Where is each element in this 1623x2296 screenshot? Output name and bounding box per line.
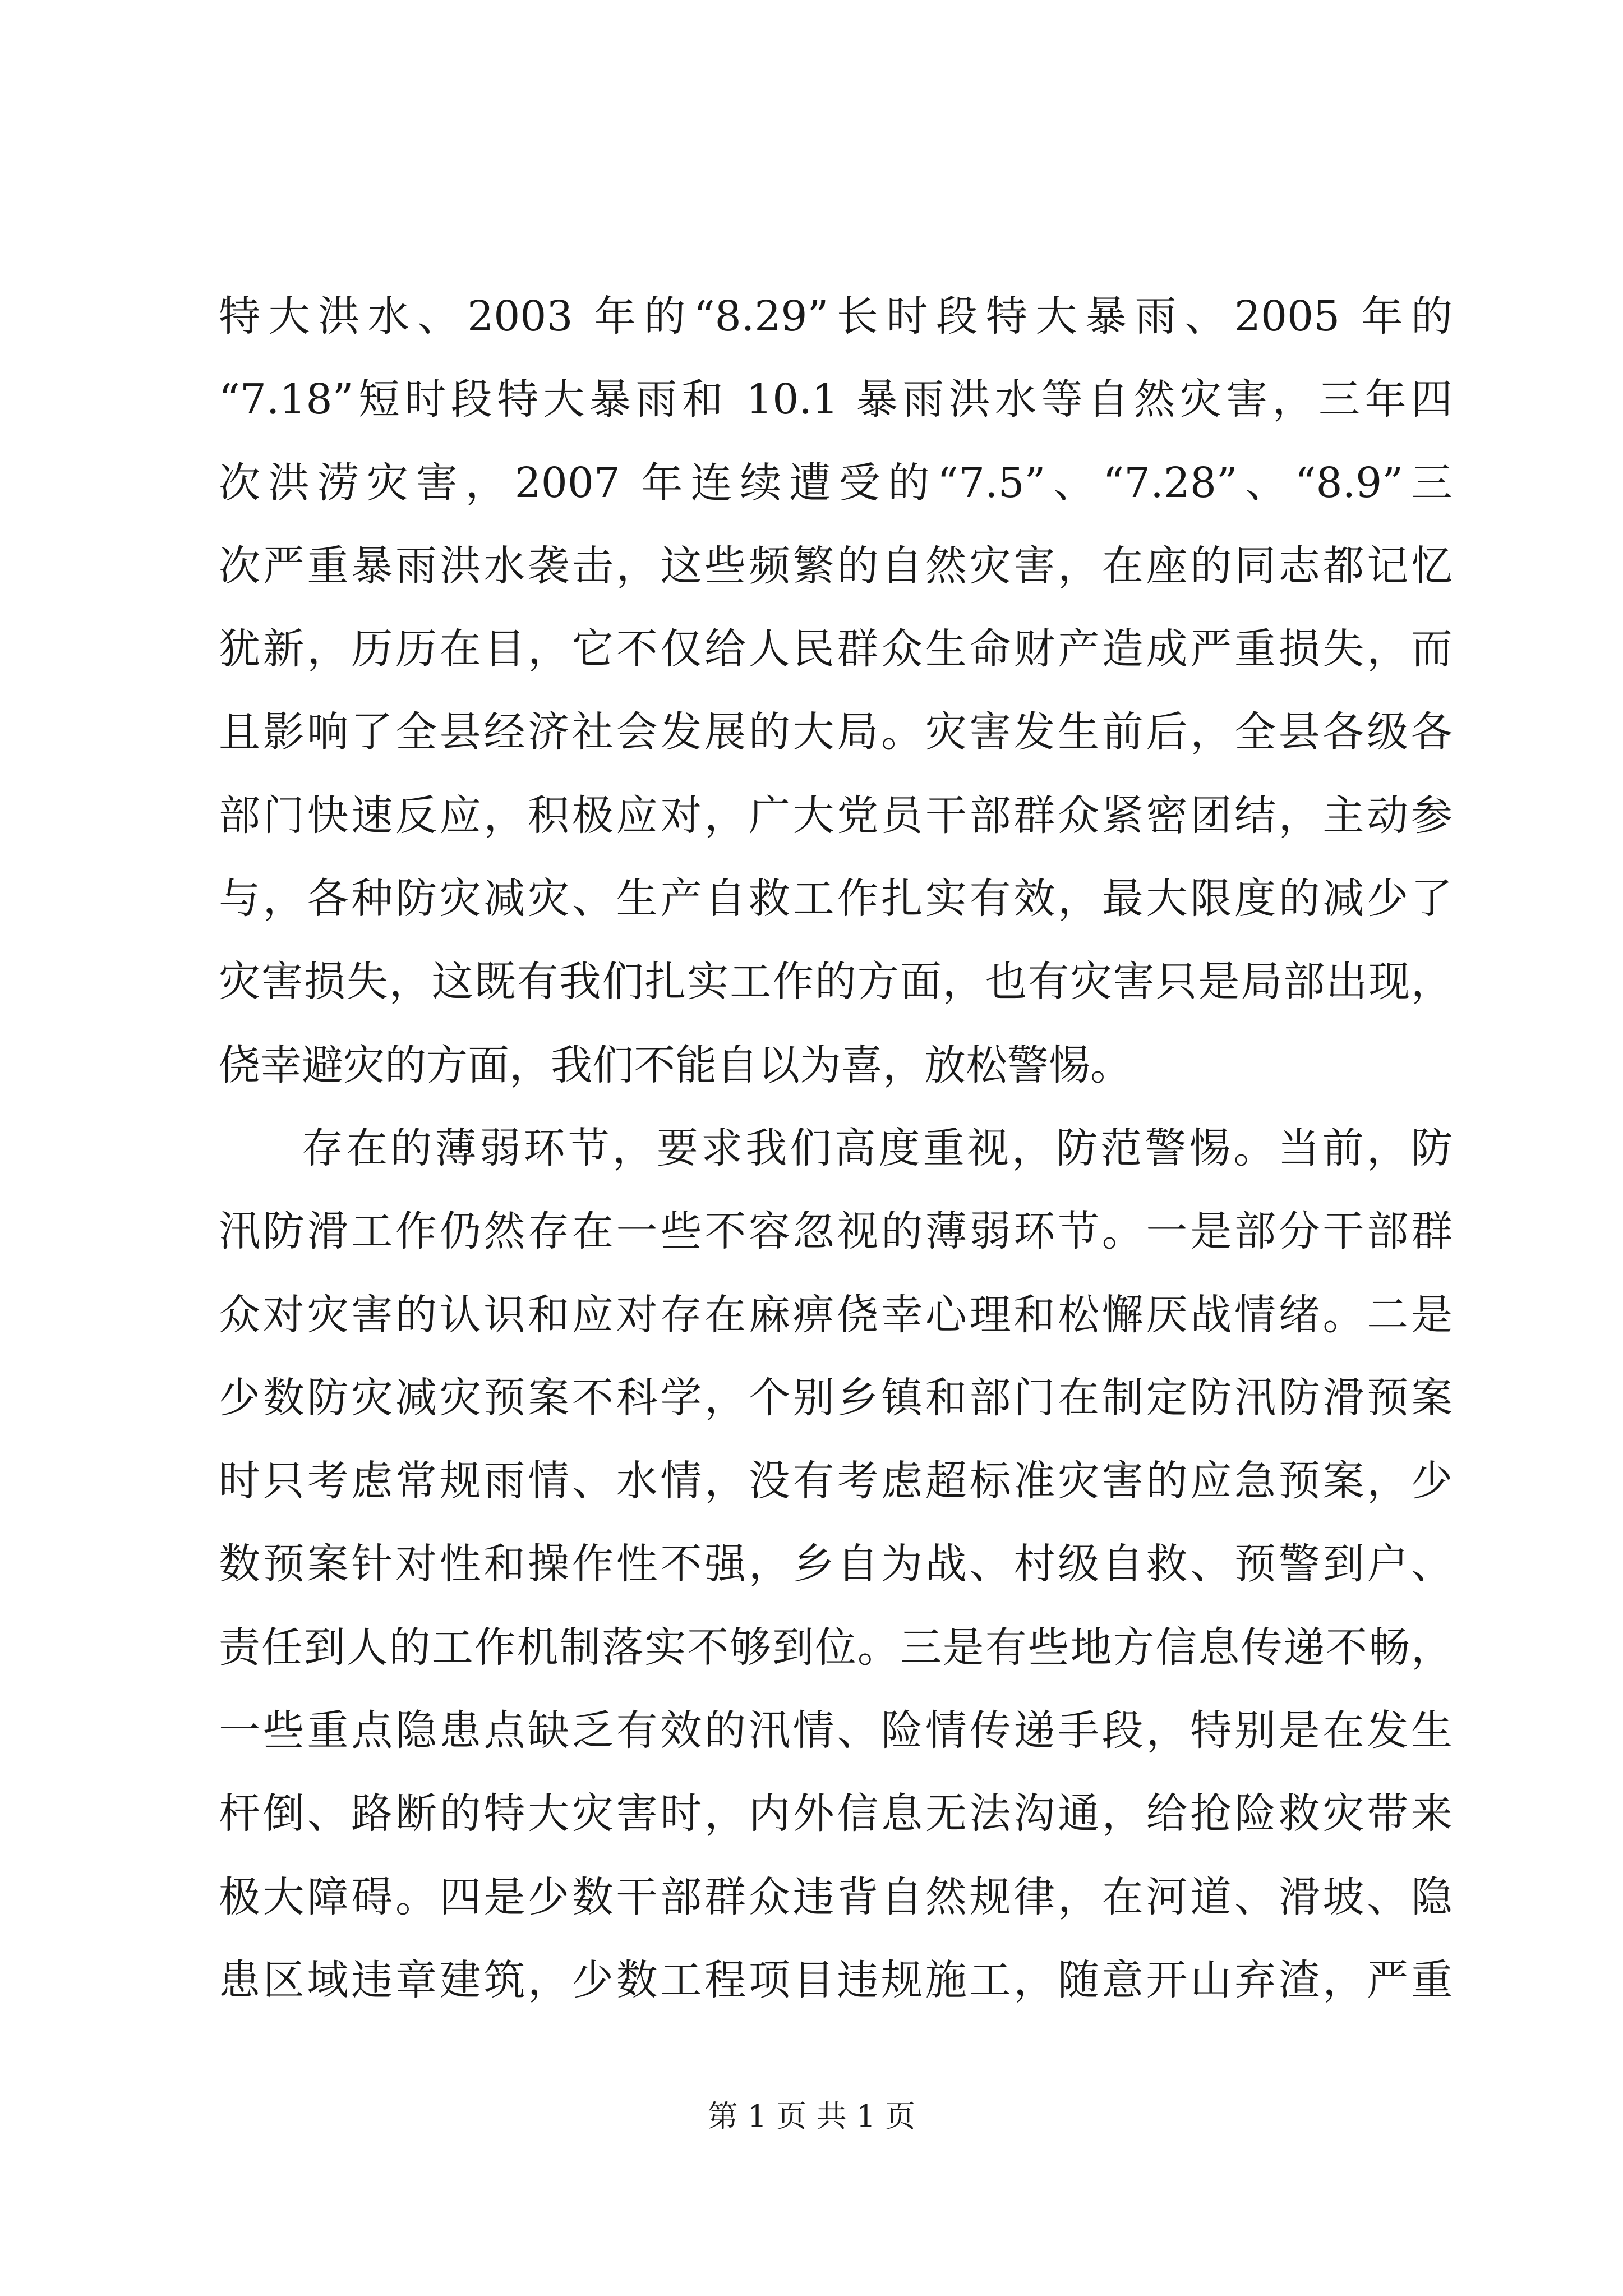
text-line: 众对灾害的认识和应对存在麻痹侥幸心理和松懈厌战情绪。二是	[219, 1290, 1453, 1339]
text-line: 次洪涝灾害，2007 年连续遭受的“7.5”、“7.28”、“8.9”三	[219, 458, 1453, 507]
text-line: 汛防滑工作仍然存在一些不容忽视的薄弱环节。一是部分干部群	[219, 1207, 1453, 1256]
text-line: “7.18”短时段特大暴雨和 10.1 暴雨洪水等自然灾害，三年四	[219, 375, 1453, 424]
text-line: 极大障碍。四是少数干部群众违背自然规律，在河道、滑坡、隐	[219, 1872, 1453, 1921]
page-footer	[0, 2092, 1623, 2136]
text-line: 与，各种防灾减灾、生产自救工作扎实有效，最大限度的减少了	[219, 875, 1453, 923]
text-line: 数预案针对性和操作性不强，乡自为战、村级自救、预警到户、	[219, 1540, 1453, 1589]
text-line: 特大洪水、2003 年的“8.29”长时段特大暴雨、2005 年的	[219, 292, 1453, 341]
text-line: 部门快速反应，积极应对，广大党员干部群众紧密团结，主动参	[219, 791, 1453, 840]
text-line: 一些重点隐患点缺乏有效的汛情、险情传递手段，特别是在发生	[219, 1706, 1453, 1755]
text-line: 且影响了全县经济社会发展的大局。灾害发生前后，全县各级各	[219, 708, 1453, 757]
text-line: 杆倒、路断的特大灾害时，内外信息无法沟通，给抢险救灾带来	[219, 1789, 1453, 1838]
text-line: 少数防灾减灾预案不科学，个别乡镇和部门在制定防汛防滑预案	[219, 1373, 1453, 1422]
text-line: 患区域违章建筑，少数工程项目违规施工，随意开山弃渣，严重	[219, 1955, 1453, 2004]
text-line: 侥幸避灾的方面，我们不能自以为喜，放松警惕。	[219, 1041, 1132, 1089]
page-number-label: 第 1 页 共 1 页	[707, 2099, 916, 2134]
text-line: 存在的薄弱环节，要求我们高度重视，防范警惕。当前，防	[302, 1124, 1453, 1172]
text-line: 犹新，历历在目，它不仅给人民群众生命财产造成严重损失，而	[219, 625, 1453, 674]
text-line: 责任到人的工作机制落实不够到位。三是有些地方信息传递不畅，	[219, 1623, 1453, 1672]
body-text	[219, 275, 1453, 2022]
text-line: 时只考虑常规雨情、水情，没有考虑超标准灾害的应急预案，少	[219, 1457, 1453, 1506]
text-line: 次严重暴雨洪水袭击，这些频繁的自然灾害，在座的同志都记忆	[219, 541, 1453, 590]
text-line: 灾害损失，这既有我们扎实工作的方面，也有灾害只是局部出现，	[219, 958, 1453, 1006]
